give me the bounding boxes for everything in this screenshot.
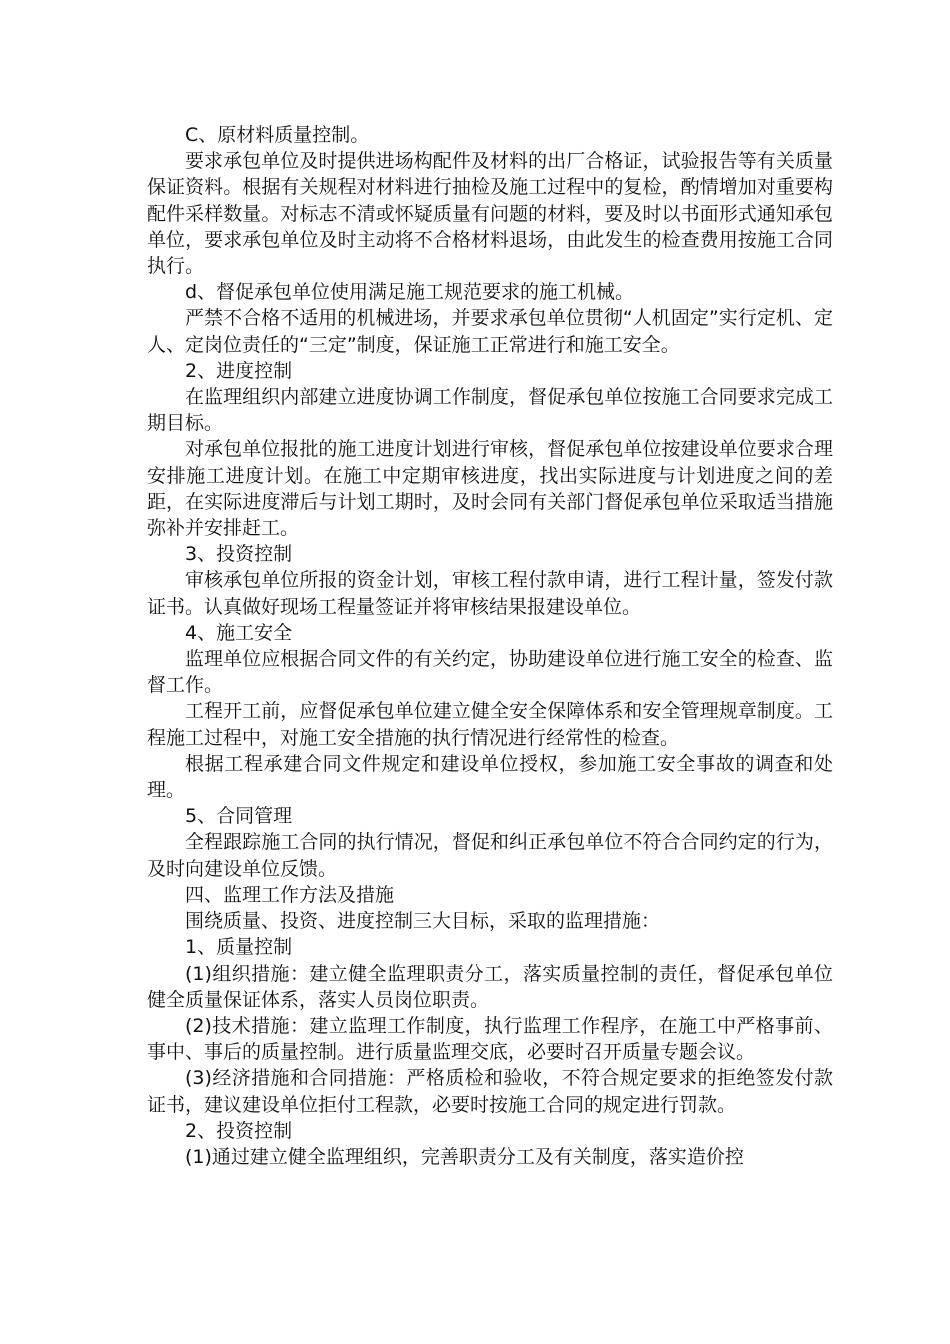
paragraph-investment-organization: (1)通过建立健全监理组织，完善职责分工及有关制度，落实造价控 bbox=[185, 1145, 744, 1168]
paragraph-investment-review: 审核承包单位所报的资金计划，审核工程付款申请，进行工程计量，签发付款证书。认真做好现场工程量签证并将审核结果报建设单位。 bbox=[147, 569, 833, 618]
paragraph-three-goals: 围绕质量、投资、进度控制三大目标，采取的监理措施： bbox=[185, 910, 661, 933]
heading-section-four: 四、监理工作方法及措施 bbox=[185, 883, 395, 906]
paragraph-safety-system: 工程开工前，应督促承包单位建立健全安全保障体系和安全管理规章制度。工程施工过程中，对施工安全措施的执行情况进行经常性的检查。 bbox=[147, 700, 833, 749]
paragraph-schedule-coordination: 在监理组织内部建立进度协调工作制度，督促承包单位按施工合同要求完成工期目标。 bbox=[147, 386, 833, 435]
heading-contract-management: 5、合同管理 bbox=[185, 805, 293, 828]
paragraph-technical-measures: (2)技术措施：建立监理工作制度，执行监理工作程序，在施工中严格事前、事中、事后的质量控制。进行质量监理交底，必要时召开质量专题会议。 bbox=[147, 1014, 833, 1064]
paragraph-organization-measures: (1)组织措施：建立健全监理职责分工，落实质量控制的责任，督促承包单位健全质量保证体系，落实人员岗位职责。 bbox=[147, 962, 833, 1011]
paragraph-economic-measures: (3)经济措施和合同措施：严格质检和验收，不符合规定要求的拒绝签发付款证书，建议建设单位拒付工程款，必要时按施工合同的规定进行罚款。 bbox=[147, 1067, 833, 1116]
paragraph-safety-accident: 根据工程承建合同文件规定和建设单位授权，参加施工安全事故的调查和处理。 bbox=[147, 752, 833, 802]
heading-construction-safety: 4、施工安全 bbox=[185, 621, 293, 644]
heading-schedule-control: 2、进度控制 bbox=[185, 359, 293, 382]
heading-quality-control: 1、质量控制 bbox=[185, 936, 293, 959]
heading-construction-machinery: d、督促承包单位使用满足施工规范要求的施工机械。 bbox=[185, 281, 635, 304]
heading-investment-control: 3、投资控制 bbox=[185, 543, 293, 566]
paragraph-contract-tracking: 全程跟踪施工合同的执行情况，督促和纠正承包单位不符合合同约定的行为，及时向建设单位反馈。 bbox=[147, 831, 833, 880]
paragraph-safety-supervision: 监理单位应根据合同文件的有关约定，协助建设单位进行施工安全的检查、监督工作。 bbox=[147, 648, 833, 697]
paragraph-material-inspection: 要求承包单位及时提供进场构配件及材料的出厂合格证，试验报告等有关质量保证资料。根据有关规程对材料进行抽检及施工过程中的复检，酌情增加对重要构配件采样数量。对标志不清或怀疑质量有问题的材料，要及时以书面形式通知承包单位，要求承包单位及时主动将不合格材料退场，由此发生的检查费用按施工合同执行。 bbox=[147, 150, 833, 278]
paragraph-schedule-review: 对承包单位报批的施工进度计划进行审核，督促承包单位按建设单位要求合理安排施工进度计划。在施工中定期审核进度，找出实际进度与计划进度之间的差距，在实际进度滞后与计划工期时，及时会同有关部门督促承包单位采取适当措施弥补并安排赶工。 bbox=[147, 438, 833, 540]
heading-raw-material-quality: C、原材料质量控制。 bbox=[185, 124, 370, 146]
paragraph-machinery-rules: 严禁不合格不适用的机械进场，并要求承包单位贯彻“人机固定”实行定机、定人、定岗位责任的“三定”制度，保证施工正常进行和施工安全。 bbox=[147, 307, 833, 356]
heading-investment-control-2: 2、投资控制 bbox=[185, 1119, 293, 1142]
document-page bbox=[147, 122, 833, 1170]
